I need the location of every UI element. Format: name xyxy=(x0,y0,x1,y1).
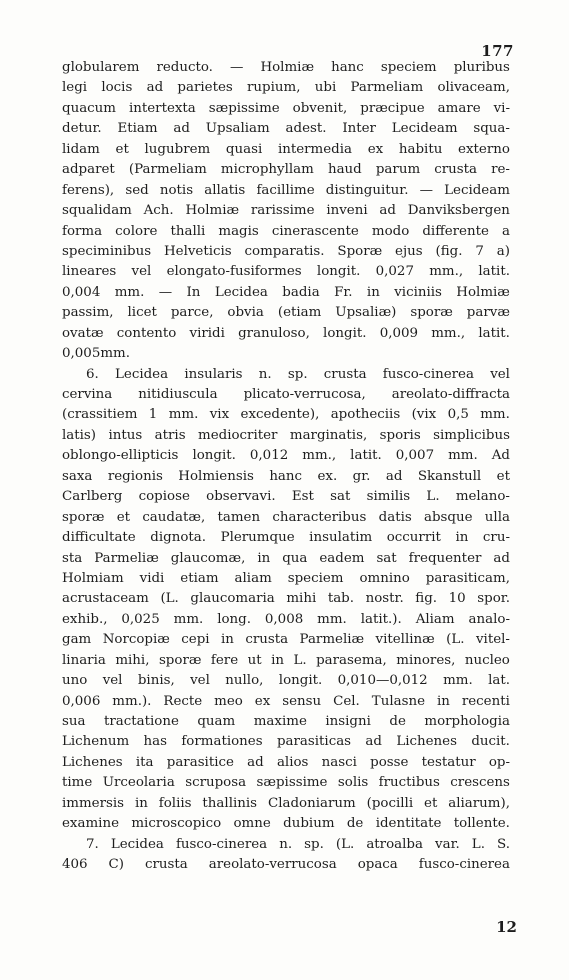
page-number: 177 xyxy=(481,42,514,60)
text-line: oblongo-ellipticis longit. 0,012 mm., latit. 0,007 mm. Ad xyxy=(62,448,510,464)
text-line: ferens), sed notis allatis facillime distinguitur. — Lecideam xyxy=(62,182,510,198)
text-line: sta Parmeliæ glaucomæ, in qua eadem sat frequenter ad xyxy=(62,550,510,566)
text-line: Carlberg copiose observavi. Est sat similis L. melano- xyxy=(62,489,510,505)
text-line: lidam et lugubrem quasi intermedia ex habitu externo xyxy=(62,141,510,157)
text-line: saxa regionis Holmiensis hanc ex. gr. ad Skanstull et xyxy=(62,468,510,484)
text-line: immersis in foliis thallinis Cladoniarum (pocilli et aliarum), xyxy=(62,795,510,811)
body-text xyxy=(62,58,510,876)
text-line: Holmiam vidi etiam aliam speciem omnino parasiticam, xyxy=(62,570,510,586)
text-line: forma colore thalli magis cinerascente modo differente a xyxy=(62,223,510,239)
text-line: legi locis ad parietes rupium, ubi Parmeliam olivaceam, xyxy=(62,80,510,96)
text-line: latis) intus atris mediocriter marginatis, sporis simplicibus xyxy=(62,427,510,443)
text-line: ovatæ contento viridi granuloso, longit. 0,009 mm., latit. xyxy=(62,325,510,341)
text-line: 406 C) crusta areolato-verrucosa opaca fusco-cinerea xyxy=(62,857,510,873)
text-line: sporæ et caudatæ, tamen characteribus datis absque ulla xyxy=(62,509,510,525)
text-line: speciminibus Helveticis comparatis. Sporæ ejus (fig. 7 a) xyxy=(62,243,510,259)
text-line: detur. Etiam ad Upsaliam adest. Inter Lecideam squa- xyxy=(62,121,510,137)
text-line: passim, licet parce, obvia (etiam Upsaliæ) sporæ parvæ xyxy=(62,305,510,321)
text-line: Lichenum has formationes parasiticas ad Lichenes ducit. xyxy=(62,734,510,750)
text-line: cervina nitidiuscula plicato-verrucosa, areolato-diffracta xyxy=(62,387,510,402)
text-line: globularem reducto. — Holmiæ hanc speciem pluribus xyxy=(62,60,510,75)
text-line: Lichenes ita parasitice ad alios nasci posse testatur op- xyxy=(62,754,510,770)
text-line: adparet (Parmeliam microphyllam haud parum crusta re- xyxy=(62,162,510,178)
text-line: difficultate dignota. Plerumque insulatim occurrit in cru- xyxy=(62,530,510,546)
text-line: examine microscopico omne dubium de identitate tollente. xyxy=(62,816,510,832)
text-line: (crassitiem 1 mm. vix excedente), apotheciis (vix 0,5 mm. xyxy=(62,407,510,423)
text-line: sua tractatione quam maxime insigni de morphologia xyxy=(62,714,510,729)
signature-mark: 12 xyxy=(496,918,517,936)
text-line: uno vel binis, vel nullo, longit. 0,010—0,012 mm. lat. xyxy=(62,673,510,689)
text-line: 0,006 mm.). Recte meo ex sensu Cel. Tulasne in recenti xyxy=(62,693,510,709)
text-line: linaria mihi, sporæ fere ut in L. parasema, minores, nucleo xyxy=(62,652,510,668)
text-line: acrustaceam (L. glaucomaria mihi tab. nostr. fig. 10 spor. xyxy=(62,591,510,607)
text-line: quacum intertexta sæpissime obvenit, præcipue amare vi- xyxy=(62,100,510,116)
text-line: exhib., 0,025 mm. long. 0,008 mm. latit.). Aliam analo- xyxy=(62,611,510,627)
text-line: squalidam Ach. Holmiæ rarissime inveni ad Danviksbergen xyxy=(62,203,510,219)
text-line: 0,005 mm. xyxy=(62,346,130,362)
text-line: gam Norcopiæ cepi in crusta Parmeliæ vitellinæ (L. vitel- xyxy=(62,632,510,648)
text-line: 7. Lecidea fusco-cinerea n. sp. (L. atroalba var. L. S. xyxy=(86,836,510,852)
text-line: 0,004 mm. — In Lecidea badia Fr. in viciniis Holmiæ xyxy=(62,284,510,300)
text-line: time Urceolaria scruposa sæpissime solis fructibus crescens xyxy=(62,775,510,791)
text-line: lineares vel elongato-fusiformes longit. 0,027 mm., latit. xyxy=(62,264,510,280)
text-line: 6. Lecidea insularis n. sp. crusta fusco-cinerea vel xyxy=(86,366,510,382)
